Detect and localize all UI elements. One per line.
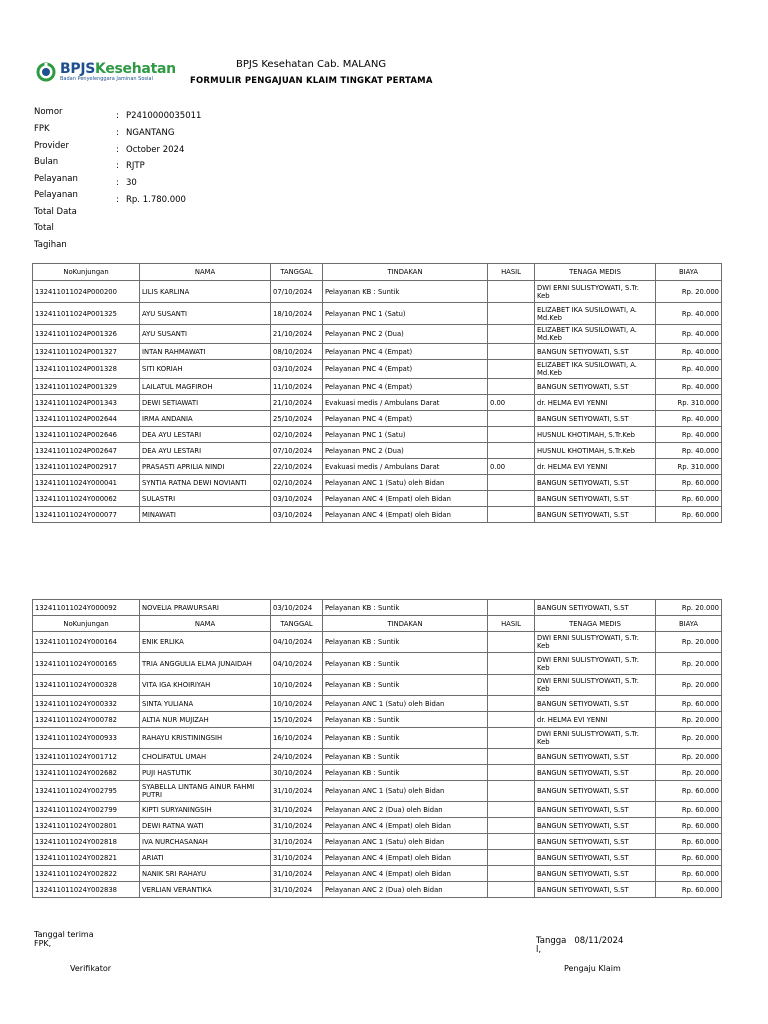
cell-hasil — [488, 303, 535, 325]
cell-nama: VERLIAN VERANTIKA — [140, 882, 271, 898]
cell-tindakan: Pelayanan ANC 1 (Satu) oleh Bidan — [323, 781, 488, 802]
cell-hasil — [488, 360, 535, 379]
col-header-biaya: BIAYA — [656, 264, 722, 281]
info-value-total-data: 30 — [126, 178, 137, 188]
table-row — [33, 728, 722, 749]
cell-tanggal: 22/10/2024 — [271, 459, 323, 475]
info-colon: : — [116, 161, 119, 171]
info-colon: : — [116, 178, 119, 188]
cell-tenaga-medis: HUSNUL KHOTIMAH, S.Tr.Keb — [535, 443, 656, 459]
cell-tanggal: 07/10/2024 — [271, 443, 323, 459]
table-row — [33, 834, 722, 850]
cell-biaya: Rp. 20.000 — [656, 749, 722, 765]
info-colon: : — [116, 128, 119, 138]
table-row — [33, 379, 722, 395]
cell-nama: AYU SUSANTI — [140, 303, 271, 325]
cell-nokunjungan: 132411011024Y000332 — [33, 696, 140, 712]
cell-tindakan: Pelayanan ANC 4 (Empat) oleh Bidan — [323, 850, 488, 866]
cell-nama: SYABELLA LINTANG AINUR FAHMI PUTRI — [140, 781, 271, 802]
col-header-tenaga-medis: TENAGA MEDIS — [535, 616, 656, 632]
cell-tindakan: Pelayanan ANC 1 (Satu) oleh Bidan — [323, 696, 488, 712]
cell-tindakan: Pelayanan ANC 1 (Satu) oleh Bidan — [323, 834, 488, 850]
cell-tenaga-medis: BANGUN SETIYOWATI, S.ST — [535, 802, 656, 818]
cell-tanggal: 03/10/2024 — [271, 507, 323, 523]
cell-tenaga-medis: BANGUN SETIYOWATI, S.ST — [535, 379, 656, 395]
cell-hasil — [488, 850, 535, 866]
col-header-nokunjungan: NoKunjungan — [33, 264, 140, 281]
cell-nama: NOVELIA PRAWURSARI — [140, 600, 271, 616]
cell-tenaga-medis: DWI ERNI SULISTYOWATI, S.Tr. Keb — [535, 728, 656, 749]
cell-hasil — [488, 834, 535, 850]
cell-nokunjungan: 132411011024Y000041 — [33, 475, 140, 491]
cell-hasil — [488, 653, 535, 675]
info-label-tagihan: Tagihan — [34, 240, 67, 250]
cell-tenaga-medis: DWI ERNI SULISTYOWATI, S.Tr. Keb — [535, 632, 656, 653]
cell-tindakan: Pelayanan KB : Suntik — [323, 653, 488, 675]
cell-nama: VITA IGA KHOIRIYAH — [140, 675, 271, 696]
info-colon: : — [116, 145, 119, 155]
cell-nokunjungan: 132411011024P002647 — [33, 443, 140, 459]
cell-tanggal: 31/10/2024 — [271, 834, 323, 850]
cell-nokunjungan: 132411011024Y002838 — [33, 882, 140, 898]
cell-nama: LILIS KARLINA — [140, 281, 271, 303]
cell-tindakan: Pelayanan PNC 4 (Empat) — [323, 411, 488, 427]
col-header-tanggal: TANGGAL — [271, 616, 323, 632]
cell-nama: DEWI SETIAWATI — [140, 395, 271, 411]
cell-tindakan: Pelayanan ANC 1 (Satu) oleh Bidan — [323, 475, 488, 491]
col-header-biaya: BIAYA — [656, 616, 722, 632]
received-label-line2: FPK, — [34, 939, 52, 948]
cell-nama: LAILATUL MAGFIROH — [140, 379, 271, 395]
info-colon: : — [116, 195, 119, 205]
cell-nokunjungan: 132411011024Y000164 — [33, 632, 140, 653]
cell-tenaga-medis: dr. HELMA EVI YENNI — [535, 395, 656, 411]
cell-nokunjungan: 132411011024Y002795 — [33, 781, 140, 802]
cell-biaya: Rp. 60.000 — [656, 491, 722, 507]
cell-nokunjungan: 132411011024Y000092 — [33, 600, 140, 616]
claims-table-1 — [32, 263, 722, 523]
cell-nama: DEWI RATNA WATI — [140, 818, 271, 834]
cell-hasil — [488, 427, 535, 443]
cell-tanggal: 31/10/2024 — [271, 882, 323, 898]
cell-tenaga-medis: BANGUN SETIYOWATI, S.ST — [535, 507, 656, 523]
cell-biaya: Rp. 40.000 — [656, 325, 722, 344]
cell-nama: ALTIA NUR MUJIZAH — [140, 712, 271, 728]
cell-biaya: Rp. 20.000 — [656, 632, 722, 653]
cell-tindakan: Pelayanan KB : Suntik — [323, 749, 488, 765]
cell-tanggal: 02/10/2024 — [271, 427, 323, 443]
info-label-total: Total — [34, 223, 54, 233]
table-row — [33, 427, 722, 443]
info-colon: : — [116, 111, 119, 121]
cell-tenaga-medis: BANGUN SETIYOWATI, S.ST — [535, 491, 656, 507]
cell-hasil — [488, 749, 535, 765]
cell-nama: AYU SUSANTI — [140, 325, 271, 344]
cell-nama: SINTA YULIANA — [140, 696, 271, 712]
cell-tanggal: 11/10/2024 — [271, 379, 323, 395]
cell-nokunjungan: 132411011024P001328 — [33, 360, 140, 379]
cell-tindakan: Pelayanan ANC 4 (Empat) oleh Bidan — [323, 491, 488, 507]
cell-hasil — [488, 675, 535, 696]
submitter-label: Pengaju Klaim — [564, 964, 621, 973]
cell-tanggal: 04/10/2024 — [271, 632, 323, 653]
cell-nama: RAHAYU KRISTININGSIH — [140, 728, 271, 749]
cell-tanggal: 18/10/2024 — [271, 303, 323, 325]
cell-tenaga-medis: BANGUN SETIYOWATI, S.ST — [535, 344, 656, 360]
logo-brand-b: Kesehatan — [95, 61, 176, 77]
cell-tenaga-medis: BANGUN SETIYOWATI, S.ST — [535, 600, 656, 616]
cell-tanggal: 31/10/2024 — [271, 818, 323, 834]
cell-tanggal: 03/10/2024 — [271, 491, 323, 507]
cell-biaya: Rp. 20.000 — [656, 281, 722, 303]
cell-hasil: 0.00 — [488, 395, 535, 411]
cell-nama: DEA AYU LESTARI — [140, 427, 271, 443]
cell-hasil — [488, 281, 535, 303]
cell-tanggal: 03/10/2024 — [271, 360, 323, 379]
bpjs-logo-icon — [36, 62, 56, 82]
cell-hasil — [488, 325, 535, 344]
cell-nama: MINAWATI — [140, 507, 271, 523]
col-header-nama: NAMA — [140, 616, 271, 632]
cell-biaya: Rp. 40.000 — [656, 427, 722, 443]
table-row — [33, 600, 722, 616]
cell-nokunjungan: 132411011024P002917 — [33, 459, 140, 475]
info-label-provider: Provider — [34, 141, 69, 151]
info-value-nomor: P2410000035011 — [126, 111, 202, 121]
cell-tindakan: Pelayanan PNC 1 (Satu) — [323, 427, 488, 443]
cell-nokunjungan: 132411011024Y000328 — [33, 675, 140, 696]
date-value: 08/11/2024 — [574, 936, 624, 946]
cell-hasil — [488, 818, 535, 834]
cell-tenaga-medis: BANGUN SETIYOWATI, S.ST — [535, 866, 656, 882]
cell-tenaga-medis: BANGUN SETIYOWATI, S.ST — [535, 765, 656, 781]
info-value-provider: October 2024 — [126, 145, 185, 155]
cell-nokunjungan: 132411011024Y000782 — [33, 712, 140, 728]
cell-biaya: Rp. 60.000 — [656, 818, 722, 834]
cell-hasil — [488, 600, 535, 616]
cell-hasil — [488, 696, 535, 712]
col-header-nama: NAMA — [140, 264, 271, 281]
table-header-row — [33, 616, 722, 632]
form-title: FORMULIR PENGAJUAN KLAIM TINGKAT PERTAMA — [190, 76, 433, 86]
cell-nokunjungan: 132411011024P002644 — [33, 411, 140, 427]
cell-nama: PUJI HASTUTIK — [140, 765, 271, 781]
cell-hasil — [488, 712, 535, 728]
cell-biaya: Rp. 40.000 — [656, 344, 722, 360]
cell-tenaga-medis: dr. HELMA EVI YENNI — [535, 712, 656, 728]
cell-tindakan: Pelayanan KB : Suntik — [323, 632, 488, 653]
cell-nama: TRIA ANGGULIA ELMA JUNAIDAH — [140, 653, 271, 675]
cell-nama: SULASTRI — [140, 491, 271, 507]
table-row — [33, 802, 722, 818]
cell-biaya: Rp. 40.000 — [656, 411, 722, 427]
cell-tanggal: 08/10/2024 — [271, 344, 323, 360]
cell-tindakan: Pelayanan KB : Suntik — [323, 600, 488, 616]
cell-tanggal: 03/10/2024 — [271, 600, 323, 616]
col-header-tenaga-medis: TENAGA MEDIS — [535, 264, 656, 281]
cell-tenaga-medis: DWI ERNI SULISTYOWATI, S.Tr. Keb — [535, 653, 656, 675]
cell-nama: ENIK ERLIKA — [140, 632, 271, 653]
cell-tindakan: Pelayanan PNC 2 (Dua) — [323, 325, 488, 344]
cell-biaya: Rp. 60.000 — [656, 850, 722, 866]
cell-biaya: Rp. 20.000 — [656, 712, 722, 728]
info-label-bulan: Bulan — [34, 157, 59, 167]
cell-hasil — [488, 379, 535, 395]
cell-hasil — [488, 765, 535, 781]
cell-tenaga-medis: BANGUN SETIYOWATI, S.ST — [535, 818, 656, 834]
cell-nokunjungan: 132411011024P002646 — [33, 427, 140, 443]
cell-biaya: Rp. 310.000 — [656, 459, 722, 475]
cell-tanggal: 30/10/2024 — [271, 765, 323, 781]
cell-tenaga-medis: HUSNUL KHOTIMAH, S.Tr.Keb — [535, 427, 656, 443]
info-value-fpk: NGANTANG — [126, 128, 175, 138]
cell-biaya: Rp. 310.000 — [656, 395, 722, 411]
verifier-label: Verifikator — [70, 964, 112, 973]
cell-tindakan: Pelayanan KB : Suntik — [323, 675, 488, 696]
cell-tenaga-medis: BANGUN SETIYOWATI, S.ST — [535, 475, 656, 491]
cell-tanggal: 02/10/2024 — [271, 475, 323, 491]
cell-nokunjungan: 132411011024P001326 — [33, 325, 140, 344]
info-label-pelayanan: Pelayanan — [34, 174, 78, 184]
cell-biaya: Rp. 20.000 — [656, 653, 722, 675]
cell-tenaga-medis: BANGUN SETIYOWATI, S.ST — [535, 882, 656, 898]
cell-biaya: Rp. 60.000 — [656, 507, 722, 523]
received-label — [34, 930, 94, 948]
cell-hasil — [488, 411, 535, 427]
cell-hasil — [488, 632, 535, 653]
cell-hasil: 0.00 — [488, 459, 535, 475]
table-row — [33, 507, 722, 523]
col-header-tindakan: TINDAKAN — [323, 264, 488, 281]
cell-tanggal: 10/10/2024 — [271, 696, 323, 712]
cell-nokunjungan: 132411011024P001325 — [33, 303, 140, 325]
table-row — [33, 344, 722, 360]
col-header-tindakan: TINDAKAN — [323, 616, 488, 632]
cell-tanggal: 21/10/2024 — [271, 395, 323, 411]
table-row — [33, 712, 722, 728]
cell-hasil — [488, 475, 535, 491]
cell-nokunjungan: 132411011024Y002682 — [33, 765, 140, 781]
table-row — [33, 443, 722, 459]
col-header-tanggal: TANGGAL — [271, 264, 323, 281]
table-row — [33, 818, 722, 834]
cell-nokunjungan: 132411011024Y001712 — [33, 749, 140, 765]
cell-tindakan: Evakuasi medis / Ambulans Darat — [323, 459, 488, 475]
table-row — [33, 765, 722, 781]
table-row — [33, 395, 722, 411]
claims-table-2 — [32, 599, 722, 898]
cell-tanggal: 31/10/2024 — [271, 866, 323, 882]
cell-biaya: Rp. 40.000 — [656, 443, 722, 459]
cell-nama: NANIK SRI RAHAYU — [140, 866, 271, 882]
cell-tenaga-medis: ELIZABET IKA SUSILOWATI, A. Md.Keb — [535, 303, 656, 325]
table-row — [33, 475, 722, 491]
cell-tindakan: Pelayanan PNC 1 (Satu) — [323, 303, 488, 325]
cell-tenaga-medis: DWI ERNI SULISTYOWATI, S.Tr. Keb — [535, 675, 656, 696]
cell-biaya: Rp. 40.000 — [656, 360, 722, 379]
cell-biaya: Rp. 20.000 — [656, 728, 722, 749]
cell-nama: INTAN RAHMAWATI — [140, 344, 271, 360]
table-row — [33, 411, 722, 427]
cell-nokunjungan: 132411011024Y002818 — [33, 834, 140, 850]
cell-tindakan: Pelayanan PNC 4 (Empat) — [323, 344, 488, 360]
cell-tindakan: Pelayanan PNC 4 (Empat) — [323, 360, 488, 379]
logo-subtitle: Badan Penyelenggara Jaminan Sosial — [60, 76, 153, 82]
cell-hasil — [488, 443, 535, 459]
cell-tindakan: Pelayanan KB : Suntik — [323, 728, 488, 749]
cell-tanggal: 07/10/2024 — [271, 281, 323, 303]
received-label-line1: Tanggal terima — [34, 930, 94, 939]
table-row — [33, 781, 722, 802]
info-value-bulan: RJTP — [126, 161, 145, 171]
cell-tindakan: Pelayanan ANC 4 (Empat) oleh Bidan — [323, 866, 488, 882]
cell-nama: ARIATI — [140, 850, 271, 866]
cell-tanggal: 16/10/2024 — [271, 728, 323, 749]
cell-tenaga-medis: BANGUN SETIYOWATI, S.ST — [535, 834, 656, 850]
cell-tindakan: Pelayanan PNC 4 (Empat) — [323, 379, 488, 395]
cell-nokunjungan: 132411011024Y000165 — [33, 653, 140, 675]
cell-hasil — [488, 882, 535, 898]
cell-hasil — [488, 491, 535, 507]
cell-tanggal: 04/10/2024 — [271, 653, 323, 675]
cell-tanggal: 21/10/2024 — [271, 325, 323, 344]
cell-tenaga-medis: ELIZABET IKA SUSILOWATI, A. Md.Keb — [535, 325, 656, 344]
date-suffix: l, — [536, 945, 542, 955]
cell-tenaga-medis: ELIZABET IKA SUSILOWATI, A. Md.Keb — [535, 360, 656, 379]
cell-tindakan: Pelayanan ANC 4 (Empat) oleh Bidan — [323, 818, 488, 834]
table-row — [33, 866, 722, 882]
cell-nokunjungan: 132411011024Y000077 — [33, 507, 140, 523]
cell-hasil — [488, 344, 535, 360]
cell-biaya: Rp. 60.000 — [656, 866, 722, 882]
cell-hasil — [488, 507, 535, 523]
cell-nama: IRMA ANDANIA — [140, 411, 271, 427]
office-name: BPJS Kesehatan Cab. MALANG — [236, 59, 387, 70]
cell-tanggal: 24/10/2024 — [271, 749, 323, 765]
cell-tindakan: Evakuasi medis / Ambulans Darat — [323, 395, 488, 411]
cell-tanggal: 31/10/2024 — [271, 781, 323, 802]
cell-biaya: Rp. 40.000 — [656, 303, 722, 325]
cell-nama: PRASASTI APRILIA NINDI — [140, 459, 271, 475]
col-header-hasil: HASIL — [488, 616, 535, 632]
cell-nama: DEA AYU LESTARI — [140, 443, 271, 459]
cell-hasil — [488, 781, 535, 802]
cell-tanggal: 15/10/2024 — [271, 712, 323, 728]
cell-nokunjungan: 132411011024Y002821 — [33, 850, 140, 866]
info-label-nomor: Nomor — [34, 107, 63, 117]
cell-nokunjungan: 132411011024P000200 — [33, 281, 140, 303]
cell-nokunjungan: 132411011024Y002822 — [33, 866, 140, 882]
table-row — [33, 696, 722, 712]
table-row — [33, 749, 722, 765]
cell-nokunjungan: 132411011024P001329 — [33, 379, 140, 395]
table-row — [33, 325, 722, 344]
cell-tenaga-medis: BANGUN SETIYOWATI, S.ST — [535, 850, 656, 866]
cell-tanggal: 25/10/2024 — [271, 411, 323, 427]
table-row — [33, 491, 722, 507]
cell-nama: SITI KORIAH — [140, 360, 271, 379]
cell-nokunjungan: 132411011024Y000062 — [33, 491, 140, 507]
cell-biaya: Rp. 60.000 — [656, 475, 722, 491]
cell-tindakan: Pelayanan ANC 2 (Dua) oleh Bidan — [323, 882, 488, 898]
cell-nama: SYNTIA RATNA DEWI NOVIANTI — [140, 475, 271, 491]
col-header-nokunjungan: NoKunjungan — [33, 616, 140, 632]
table-row — [33, 653, 722, 675]
cell-tanggal: 31/10/2024 — [271, 802, 323, 818]
cell-tindakan: Pelayanan ANC 2 (Dua) oleh Bidan — [323, 802, 488, 818]
col-header-hasil: HASIL — [488, 264, 535, 281]
cell-nokunjungan: 132411011024Y000933 — [33, 728, 140, 749]
cell-biaya: Rp. 40.000 — [656, 379, 722, 395]
logo-brand-a: BPJS — [60, 61, 96, 77]
table-row — [33, 281, 722, 303]
cell-tindakan: Pelayanan KB : Suntik — [323, 712, 488, 728]
cell-nokunjungan: 132411011024P001327 — [33, 344, 140, 360]
cell-biaya: Rp. 20.000 — [656, 765, 722, 781]
cell-biaya: Rp. 20.000 — [656, 600, 722, 616]
table-row — [33, 303, 722, 325]
submission-date — [536, 936, 623, 955]
cell-tindakan: Pelayanan KB : Suntik — [323, 765, 488, 781]
cell-tenaga-medis: BANGUN SETIYOWATI, S.ST — [535, 781, 656, 802]
cell-biaya: Rp. 60.000 — [656, 696, 722, 712]
cell-hasil — [488, 728, 535, 749]
table-row — [33, 882, 722, 898]
cell-hasil — [488, 866, 535, 882]
cell-nokunjungan: 132411011024P001343 — [33, 395, 140, 411]
table-row — [33, 459, 722, 475]
info-label-pelayanan-2: Pelayanan — [34, 190, 78, 200]
table-row — [33, 675, 722, 696]
cell-nama: KIPTI SURYANINGSIH — [140, 802, 271, 818]
cell-tenaga-medis: dr. HELMA EVI YENNI — [535, 459, 656, 475]
cell-biaya: Rp. 60.000 — [656, 834, 722, 850]
cell-tanggal: 31/10/2024 — [271, 850, 323, 866]
cell-tindakan: Pelayanan ANC 4 (Empat) oleh Bidan — [323, 507, 488, 523]
table-header-row — [33, 264, 722, 281]
cell-biaya: Rp. 60.000 — [656, 802, 722, 818]
cell-tenaga-medis: DWI ERNI SULISTYOWATI, S.Tr. Keb — [535, 281, 656, 303]
cell-tenaga-medis: BANGUN SETIYOWATI, S.ST — [535, 411, 656, 427]
table-row — [33, 850, 722, 866]
cell-biaya: Rp. 60.000 — [656, 882, 722, 898]
cell-nama: IVA NURCHASANAH — [140, 834, 271, 850]
cell-tindakan: Pelayanan KB : Suntik — [323, 281, 488, 303]
table-row — [33, 632, 722, 653]
info-label-total-data: Total Data — [34, 207, 77, 217]
cell-tindakan: Pelayanan PNC 2 (Dua) — [323, 443, 488, 459]
cell-biaya: Rp. 20.000 — [656, 675, 722, 696]
bpjs-logo — [36, 62, 176, 82]
cell-nokunjungan: 132411011024Y002801 — [33, 818, 140, 834]
cell-tanggal: 10/10/2024 — [271, 675, 323, 696]
cell-nama: CHOLIFATUL UMAH — [140, 749, 271, 765]
date-label: Tangga — [536, 936, 567, 946]
cell-biaya: Rp. 60.000 — [656, 781, 722, 802]
info-label-fpk: FPK — [34, 124, 50, 134]
cell-nokunjungan: 132411011024Y002799 — [33, 802, 140, 818]
table-row — [33, 360, 722, 379]
cell-hasil — [488, 802, 535, 818]
info-value-total-tagihan: Rp. 1.780.000 — [126, 195, 186, 205]
cell-tenaga-medis: BANGUN SETIYOWATI, S.ST — [535, 749, 656, 765]
cell-tenaga-medis: BANGUN SETIYOWATI, S.ST — [535, 696, 656, 712]
